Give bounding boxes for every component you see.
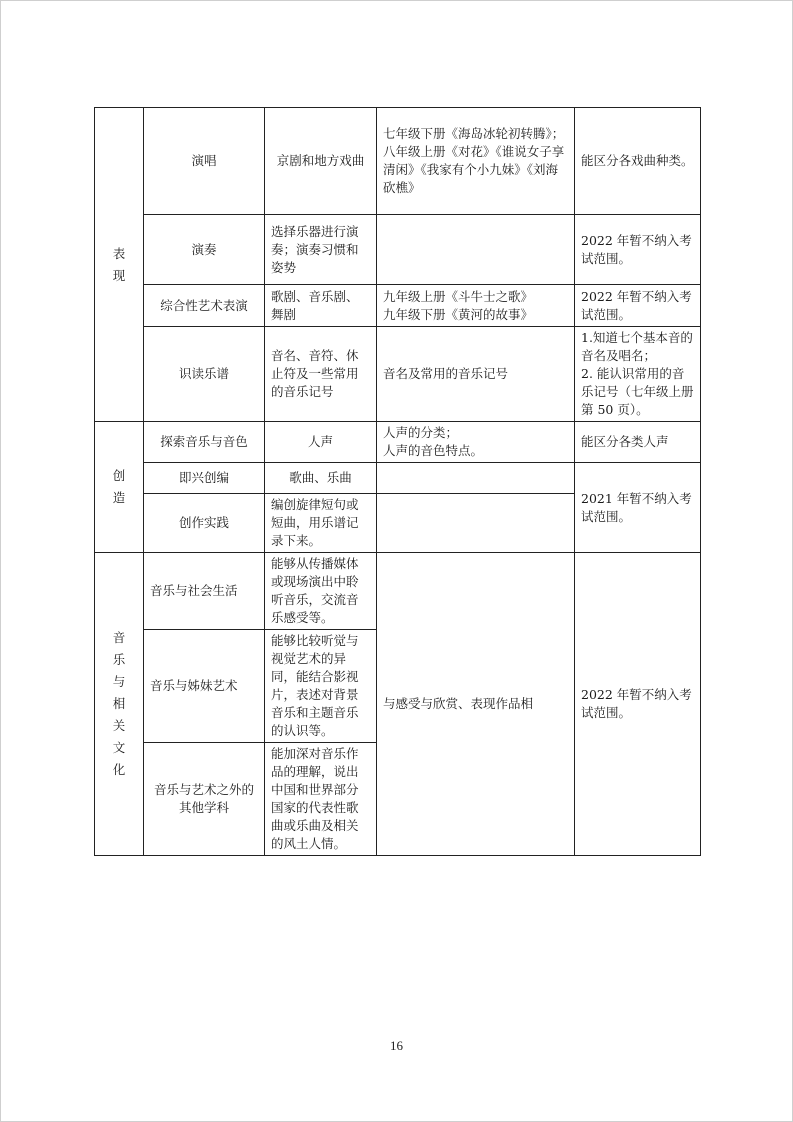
works-cell xyxy=(377,463,575,494)
table-row xyxy=(95,422,701,463)
works-cell: 与感受与欣赏、表现作品相 xyxy=(377,553,575,856)
content-cell: 能加深对音乐作品的理解，说出中国和世界部分国家的代表性歌曲或乐曲及相关的风土人情。 xyxy=(265,743,377,856)
content-cell: 音名、音符、休止符及一些常用的音乐记号 xyxy=(265,327,377,422)
table-row xyxy=(95,285,701,327)
sub-item: 综合性艺术表演 xyxy=(144,285,265,327)
sub-item: 即兴创编 xyxy=(144,463,265,494)
content-cell: 能够比较听觉与视觉艺术的异同，能结合影视片，表述对背景音乐和主题音乐的认识等。 xyxy=(265,630,377,743)
group-chuangzao: 创造 xyxy=(95,422,144,553)
works-cell xyxy=(377,494,575,553)
page-number: 16 xyxy=(390,1038,403,1053)
table-row xyxy=(95,553,701,630)
table-row xyxy=(95,327,701,422)
sub-item: 音乐与社会生活 xyxy=(144,553,265,630)
requirement-cell: 2022 年暂不纳入考试范围。 xyxy=(575,285,701,327)
works-cell: 七年级下册《海岛冰轮初转腾》； 八年级上册《对花》《谁说女子享清闲》《我家有个小九妹》《刘海砍樵》 xyxy=(377,108,575,215)
works-cell: 九年级上册《斗牛士之歌》 九年级下册《黄河的故事》 xyxy=(377,285,575,327)
requirement-cell: 1.知道七个基本音的音名及唱名； 2. 能认识常用的音乐记号（七年级上册第 50 页）。 xyxy=(575,327,701,422)
table-row xyxy=(95,215,701,285)
works-cell xyxy=(377,215,575,285)
works-cell: 人声的分类； 人声的音色特点。 xyxy=(377,422,575,463)
content-cell: 歌曲、乐曲 xyxy=(265,463,377,494)
requirement-cell: 2021 年暂不纳入考试范围。 xyxy=(575,463,701,553)
content-cell: 京剧和地方戏曲 xyxy=(265,108,377,215)
curriculum-table xyxy=(94,107,701,856)
sub-item: 演奏 xyxy=(144,215,265,285)
group-yinyue: 音乐与相关文化 xyxy=(95,553,144,856)
sub-item: 探索音乐与音色 xyxy=(144,422,265,463)
sub-item: 音乐与艺术之外的其他学科 xyxy=(144,743,265,856)
content-cell: 能够从传播媒体或现场演出中聆听音乐，交流音乐感受等。 xyxy=(265,553,377,630)
content-cell: 选择乐器进行演奏；演奏习惯和姿势 xyxy=(265,215,377,285)
content-cell: 编创旋律短句或短曲，用乐谱记录下来。 xyxy=(265,494,377,553)
requirement-cell: 能区分各戏曲种类。 xyxy=(575,108,701,215)
table-row xyxy=(95,108,701,215)
content-cell: 人声 xyxy=(265,422,377,463)
content-cell: 歌剧、音乐剧、舞剧 xyxy=(265,285,377,327)
sub-item: 演唱 xyxy=(144,108,265,215)
table-row xyxy=(95,463,701,494)
requirement-cell: 2022 年暂不纳入考试范围。 xyxy=(575,215,701,285)
sub-item: 创作实践 xyxy=(144,494,265,553)
sub-item: 识读乐谱 xyxy=(144,327,265,422)
requirement-cell: 2022 年暂不纳入考试范围。 xyxy=(575,553,701,856)
works-cell: 音名及常用的音乐记号 xyxy=(377,327,575,422)
group-biaoxian: 表现 xyxy=(95,108,144,422)
sub-item: 音乐与姊妹艺术 xyxy=(144,630,265,743)
requirement-cell: 能区分各类人声 xyxy=(575,422,701,463)
